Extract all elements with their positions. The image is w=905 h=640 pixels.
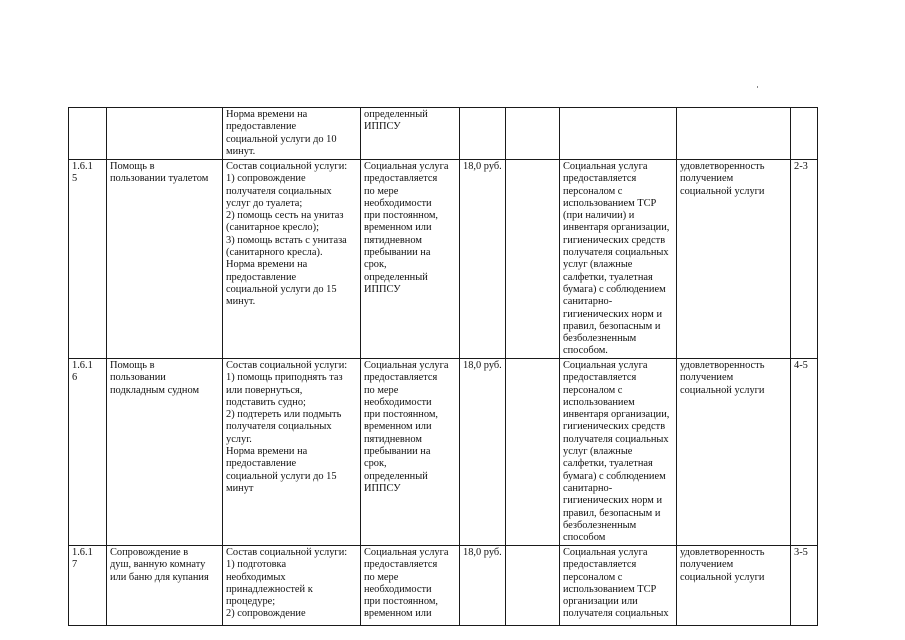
cell-text-line: Социальная услуга <box>563 360 648 371</box>
cell-text-line: минут <box>226 482 254 494</box>
cell-text-line: минут. <box>226 296 256 308</box>
cell-text-line: 1) помощь приподнять таз <box>226 372 343 384</box>
cell-text-line: временном или <box>364 421 432 433</box>
cell-text-line: Социальная услуга <box>364 547 449 558</box>
cell-text-line: услуг (влажные <box>563 259 633 271</box>
cell-text-line: предоставляется <box>364 372 438 384</box>
cell-text-line: услуг до туалета; <box>226 197 303 209</box>
cell-text-line: пребывании на <box>364 247 431 259</box>
cell-text-line: Состав социальной услуги: <box>226 547 348 558</box>
cell-text-line: 3) помощь встать с унитаза <box>226 234 347 246</box>
cell-text-line: инвентаря организации, <box>563 409 670 421</box>
cell-text-line: услуг (влажные <box>563 446 633 458</box>
cell-text-line: принадлежностей к <box>226 583 313 595</box>
cell-criteria <box>677 160 791 359</box>
cell-number <box>69 546 107 626</box>
scan-speck <box>757 86 758 88</box>
cell-text-line: при постоянном, <box>364 210 439 222</box>
cell-text-line: при постоянном, <box>364 409 439 421</box>
cell-text-line: получателя социальных <box>563 608 669 620</box>
cell-text-line: Состав социальной услуги: <box>226 360 348 371</box>
cell-text-line: определенный <box>364 470 428 482</box>
cell-text-line: предоставляется <box>563 372 637 384</box>
cell-text-line: безболезненным <box>563 333 637 345</box>
cell-number <box>69 108 107 160</box>
cell-text-line: минут. <box>226 145 256 157</box>
cell-conditions <box>361 108 460 160</box>
cell-text-line: салфетки, туалетная <box>563 271 653 283</box>
cell-number <box>69 359 107 546</box>
cell-blank <box>506 160 560 359</box>
table-row <box>69 546 818 626</box>
cell-text-line: социальной услуги <box>680 384 765 396</box>
cell-text-line: гигиенических средств <box>563 421 666 433</box>
cell-text-line: получателя социальных <box>226 185 332 197</box>
cell-conditions <box>361 546 460 626</box>
cell-criteria <box>677 108 791 160</box>
cell-text-line: гигиенических средств <box>563 234 666 246</box>
cell-score: 2-3 <box>791 160 818 359</box>
cell-text-line: или баню для купания <box>110 571 209 583</box>
cell-text-line: по мере <box>364 185 399 197</box>
cell-text-line: получателя социальных <box>563 433 669 445</box>
cell-text-line: способом. <box>563 345 608 357</box>
cell-text-line: 6 <box>72 372 78 384</box>
cell-text-line: инвентаря организации, <box>563 222 670 234</box>
cell-text-line: определенный <box>364 109 428 120</box>
cell-text-line: Социальная услуга <box>364 161 449 172</box>
cell-text-line: 1.6.1 <box>72 161 93 172</box>
cell-text-line: организации или <box>563 596 638 608</box>
cell-text-line: по мере <box>364 384 399 396</box>
cell-method <box>560 160 677 359</box>
cell-text-line: 1.6.1 <box>72 547 93 558</box>
cell-text-line: предоставление <box>226 458 297 470</box>
cell-text-line: 1.6.1 <box>72 360 93 371</box>
cell-score: 3-5 <box>791 546 818 626</box>
cell-service-name <box>107 359 223 546</box>
cell-text-line: подставить судно; <box>226 396 306 408</box>
services-table <box>68 107 818 626</box>
cell-text-line: социальной услуги до 10 <box>226 133 337 145</box>
cell-text-line: Социальная услуга <box>364 360 449 371</box>
cell-text-line: (санитарное кресло); <box>226 222 319 234</box>
cell-text-line: Норма времени на <box>226 109 308 120</box>
cell-text-line: предоставляется <box>364 173 438 185</box>
cell-text-line: удовлетворенность <box>680 161 765 172</box>
cell-text-line: получателя социальных <box>563 247 669 259</box>
cell-text-line: бумага) с соблюдением <box>563 283 666 295</box>
cell-score <box>791 108 818 160</box>
cell-blank <box>506 108 560 160</box>
cell-text-line: удовлетворенность <box>680 360 765 371</box>
cell-text-line: получением <box>680 559 734 571</box>
cell-text-line: предоставление <box>226 271 297 283</box>
cell-text-line: ИППСУ <box>364 283 401 295</box>
cell-text-line: определенный <box>364 271 428 283</box>
cell-service-name <box>107 546 223 626</box>
cell-text-line: (при наличии) и <box>563 210 635 222</box>
cell-text-line: пятидневном <box>364 433 422 445</box>
cell-text-line: санитарно- <box>563 482 613 494</box>
cell-text-line: срок, <box>364 259 387 271</box>
cell-text-line: гигиенических норм и <box>563 495 663 507</box>
cell-text-line: необходимости <box>364 583 432 595</box>
cell-service-name <box>107 108 223 160</box>
table-row <box>69 160 818 359</box>
cell-text-line: предоставляется <box>364 559 438 571</box>
cell-text-line: необходимости <box>364 197 432 209</box>
cell-text-line: персоналом с <box>563 185 623 197</box>
cell-text-line: социальной услуги <box>680 185 765 197</box>
cell-text-line: ИППСУ <box>364 121 401 133</box>
cell-text-line: 2) подтереть или подмыть <box>226 409 342 421</box>
cell-text-line: правил, безопасным и <box>563 320 661 332</box>
cell-text-line: салфетки, туалетная <box>563 458 653 470</box>
table-body <box>69 108 818 626</box>
cell-text-line: санитарно- <box>563 296 613 308</box>
cell-text-line: персоналом с <box>563 571 623 583</box>
cell-text-line: Помощь в <box>110 360 155 371</box>
cell-price: 18,0 руб. <box>460 160 506 359</box>
cell-text-line: пользовании <box>110 372 166 384</box>
cell-method <box>560 359 677 546</box>
cell-method <box>560 546 677 626</box>
cell-number <box>69 160 107 359</box>
cell-text-line: использованием ТСР <box>563 197 657 209</box>
cell-text-line: предоставление <box>226 121 297 133</box>
cell-text-line: получением <box>680 173 734 185</box>
cell-text-line: при постоянном, <box>364 596 439 608</box>
cell-text-line: безболезненным <box>563 519 637 531</box>
cell-text-line: или повернуться, <box>226 384 303 396</box>
cell-text-line: бумага) с соблюдением <box>563 470 666 482</box>
cell-text-line: подкладным судном <box>110 384 200 396</box>
cell-text-line: получением <box>680 372 734 384</box>
cell-text-line: социальной услуги <box>680 571 765 583</box>
cell-text-line: социальной услуги до 15 <box>226 470 337 482</box>
cell-content <box>223 108 361 160</box>
cell-text-line: использованием ТСР <box>563 583 657 595</box>
cell-conditions <box>361 160 460 359</box>
cell-text-line: социальной услуги до 15 <box>226 283 337 295</box>
cell-score: 4-5 <box>791 359 818 546</box>
cell-text-line: 2) помощь сесть на унитаз <box>226 210 344 222</box>
cell-conditions <box>361 359 460 546</box>
cell-text-line: услуг. <box>226 433 252 445</box>
cell-text-line: Социальная услуга <box>563 161 648 172</box>
cell-text-line: Помощь в <box>110 161 155 172</box>
cell-price: 18,0 руб. <box>460 359 506 546</box>
cell-text-line: 2) сопровождение <box>226 608 306 620</box>
cell-text-line: персоналом с <box>563 384 623 396</box>
cell-text-line: временном или <box>364 222 432 234</box>
cell-text-line: предоставляется <box>563 173 637 185</box>
cell-text-line: получателя социальных <box>226 421 332 433</box>
cell-text-line: 1) подготовка <box>226 559 287 571</box>
cell-text-line: ИППСУ <box>364 482 401 494</box>
cell-text-line: использованием <box>563 396 635 408</box>
cell-price: 18,0 руб. <box>460 546 506 626</box>
cell-text-line: Норма времени на <box>226 259 308 271</box>
cell-text-line: Сопровождение в <box>110 547 189 558</box>
cell-service-name <box>107 160 223 359</box>
cell-text-line: срок, <box>364 458 387 470</box>
table-row <box>69 108 818 160</box>
cell-text-line: по мере <box>364 571 399 583</box>
cell-method <box>560 108 677 160</box>
cell-content <box>223 546 361 626</box>
cell-text-line: временном или <box>364 608 432 620</box>
cell-text-line: гигиенических норм и <box>563 308 663 320</box>
cell-text-line: Социальная услуга <box>563 547 648 558</box>
cell-text-line: пятидневном <box>364 234 422 246</box>
cell-text-line: предоставляется <box>563 559 637 571</box>
table-row <box>69 359 818 546</box>
cell-text-line: необходимых <box>226 571 286 583</box>
cell-blank <box>506 359 560 546</box>
cell-price <box>460 108 506 160</box>
cell-text-line: 1) сопровождение <box>226 173 306 185</box>
cell-text-line: процедуре; <box>226 596 276 608</box>
cell-blank <box>506 546 560 626</box>
cell-text-line: 5 <box>72 173 78 185</box>
cell-criteria <box>677 546 791 626</box>
cell-text-line: Состав социальной услуги: <box>226 161 348 172</box>
cell-text-line: правил, безопасным и <box>563 507 661 519</box>
cell-text-line: пребывании на <box>364 446 431 458</box>
cell-text-line: Норма времени на <box>226 446 308 458</box>
cell-text-line: (санитарного кресла). <box>226 247 323 259</box>
cell-content <box>223 160 361 359</box>
cell-text-line: 7 <box>72 559 78 571</box>
cell-content <box>223 359 361 546</box>
cell-text-line: необходимости <box>364 396 432 408</box>
cell-text-line: душ, ванную комнату <box>110 559 206 571</box>
cell-text-line: способом <box>563 532 606 544</box>
cell-criteria <box>677 359 791 546</box>
cell-text-line: удовлетворенность <box>680 547 765 558</box>
cell-text-line: пользовании туалетом <box>110 173 209 185</box>
